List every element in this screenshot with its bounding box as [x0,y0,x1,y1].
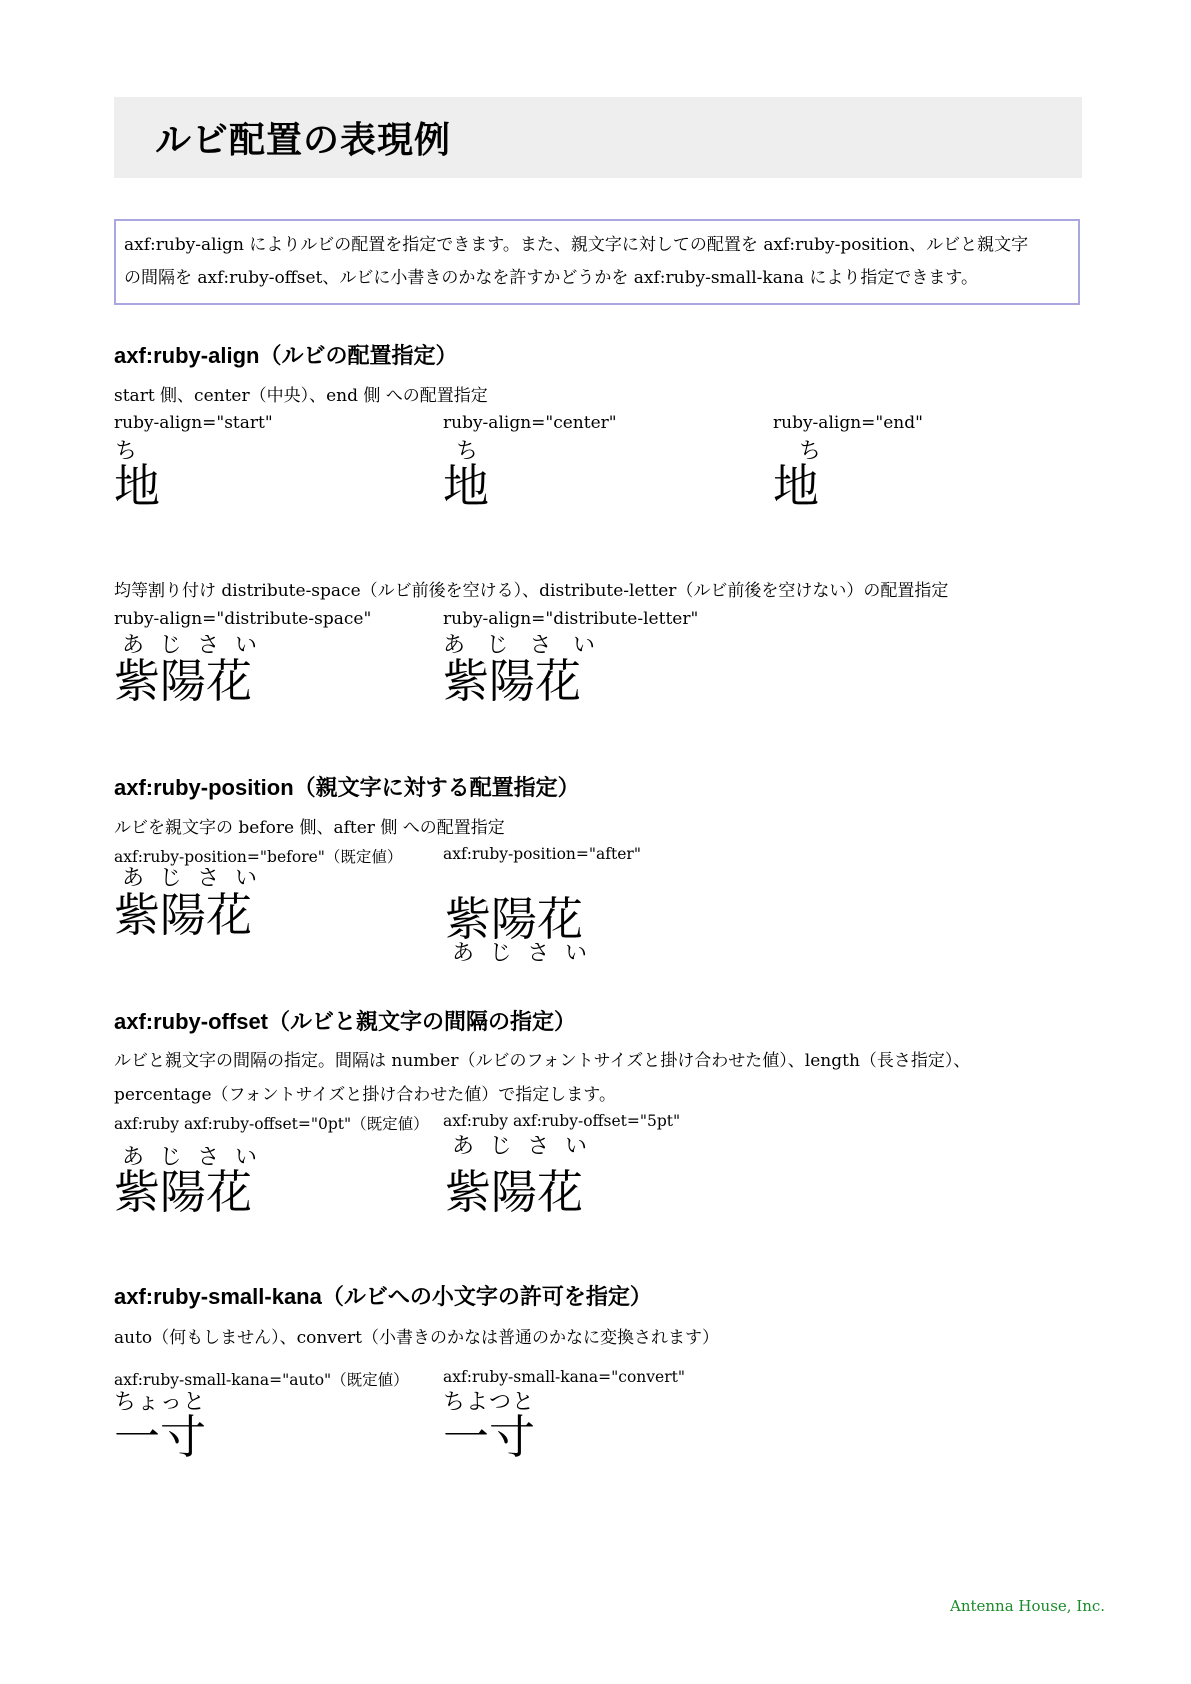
ruby-char: い [564,941,587,966]
base-text-distribute-space: 紫陽花 [114,654,252,708]
ruby-align-description: start 側、center（中央）、end 側 への配置指定 [114,386,488,406]
base-text-center: 地 [443,459,489,513]
ruby-char: い [234,1145,257,1170]
ruby-char: じ [159,866,182,891]
ruby-char: あ [122,1145,145,1170]
example-label-offset-5pt: axf:ruby axf:ruby-offset="5pt" [443,1112,681,1130]
base-text-small-kana-convert: 一寸 [443,1410,535,1464]
base-text-end: 地 [773,459,819,513]
ruby-char: さ [529,633,552,658]
ruby-text-small-kana-convert: ちよつと [443,1390,536,1415]
ruby-char: さ [197,633,220,658]
ruby-text-small-kana-auto: ちょっと [114,1390,207,1415]
example-label-position-after: axf:ruby-position="after" [443,845,641,863]
ruby-char: い [234,633,257,658]
ruby-char: あ [122,633,145,658]
example-label-small-kana-auto: axf:ruby-small-kana="auto"（既定値） [114,1371,409,1389]
ruby-offset-description-1: ルビと親文字の間隔の指定。間隔は number（ルビのフォントサイズと掛け合わせた値）、length（長さ指定）、 [114,1051,971,1071]
example-label-position-before: axf:ruby-position="before"（既定値） [114,848,403,866]
base-text-position-before: 紫陽花 [114,888,252,942]
section-heading-ruby-offset: axf:ruby-offset（ルビと親文字の間隔の指定） [114,1009,577,1034]
ruby-char: い [564,1134,587,1159]
ruby-text-start: ち [115,439,138,464]
example-label-start: ruby-align="start" [114,413,273,433]
ruby-char: じ [159,633,182,658]
intro-line-1: axf:ruby-align によりルビの配置を指定できます。また、親文字に対しての配置を axf:ruby-position、ルビと親文字 [124,235,1029,255]
example-label-distribute-letter: ruby-align="distribute-letter" [443,609,699,629]
ruby-char: じ [486,633,509,658]
example-label-offset-0pt: axf:ruby axf:ruby-offset="0pt"（既定値） [114,1115,429,1133]
example-label-distribute-space: ruby-align="distribute-space" [114,609,372,629]
section-heading-ruby-position: axf:ruby-position（親文字に対する配置指定） [114,775,580,800]
intro-box [114,219,1080,305]
ruby-char: あ [122,866,145,891]
ruby-char: あ [452,1134,475,1159]
page-title: ルビ配置の表現例 [155,120,452,161]
ruby-char: さ [197,866,220,891]
distribute-description: 均等割り付け distribute-space（ルビ前後を空ける）、distribute-letter（ルビ前後を空けない）の配置指定 [114,581,949,601]
ruby-text-center: ち [456,439,479,464]
base-text-position-after: 紫陽花 [445,892,583,946]
ruby-text-position-after [452,942,587,966]
intro-line-2: の間隔を axf:ruby-offset、ルビに小書きのかなを許すかどうかを axf:ruby-small-kana により指定できます。 [124,268,978,288]
ruby-char: あ [443,633,466,658]
ruby-offset-description-2: percentage（フォントサイズと掛け合わせた値）で指定します。 [114,1085,616,1105]
example-label-end: ruby-align="end" [773,413,923,433]
ruby-char: さ [197,1145,220,1170]
example-label-small-kana-convert: axf:ruby-small-kana="convert" [443,1368,685,1386]
ruby-text-end: ち [799,439,822,464]
ruby-char: い [572,633,595,658]
footer-company-name: Antenna House, Inc. [950,1597,1106,1615]
ruby-char: さ [527,1134,550,1159]
section-heading-ruby-small-kana: axf:ruby-small-kana（ルビへの小文字の許可を指定） [114,1284,652,1309]
ruby-char: じ [489,1134,512,1159]
ruby-char: じ [159,1145,182,1170]
ruby-small-kana-description: auto（何もしません）、convert（小書きのかなは普通のかなに変換されます） [114,1328,719,1348]
base-text-distribute-letter: 紫陽花 [443,654,581,708]
base-text-small-kana-auto: 一寸 [114,1410,206,1464]
ruby-position-description: ルビを親文字の before 側、after 側 への配置指定 [114,818,505,838]
ruby-char: あ [452,941,475,966]
example-label-center: ruby-align="center" [443,413,617,433]
base-text-offset-5pt: 紫陽花 [445,1165,583,1219]
ruby-text-offset-5pt [452,1135,587,1159]
ruby-char: じ [489,941,512,966]
ruby-char: い [234,866,257,891]
section-heading-ruby-align: axf:ruby-align（ルビの配置指定） [114,343,458,368]
base-text-start: 地 [114,459,160,513]
base-text-offset-0pt: 紫陽花 [114,1165,252,1219]
ruby-char: さ [527,941,550,966]
